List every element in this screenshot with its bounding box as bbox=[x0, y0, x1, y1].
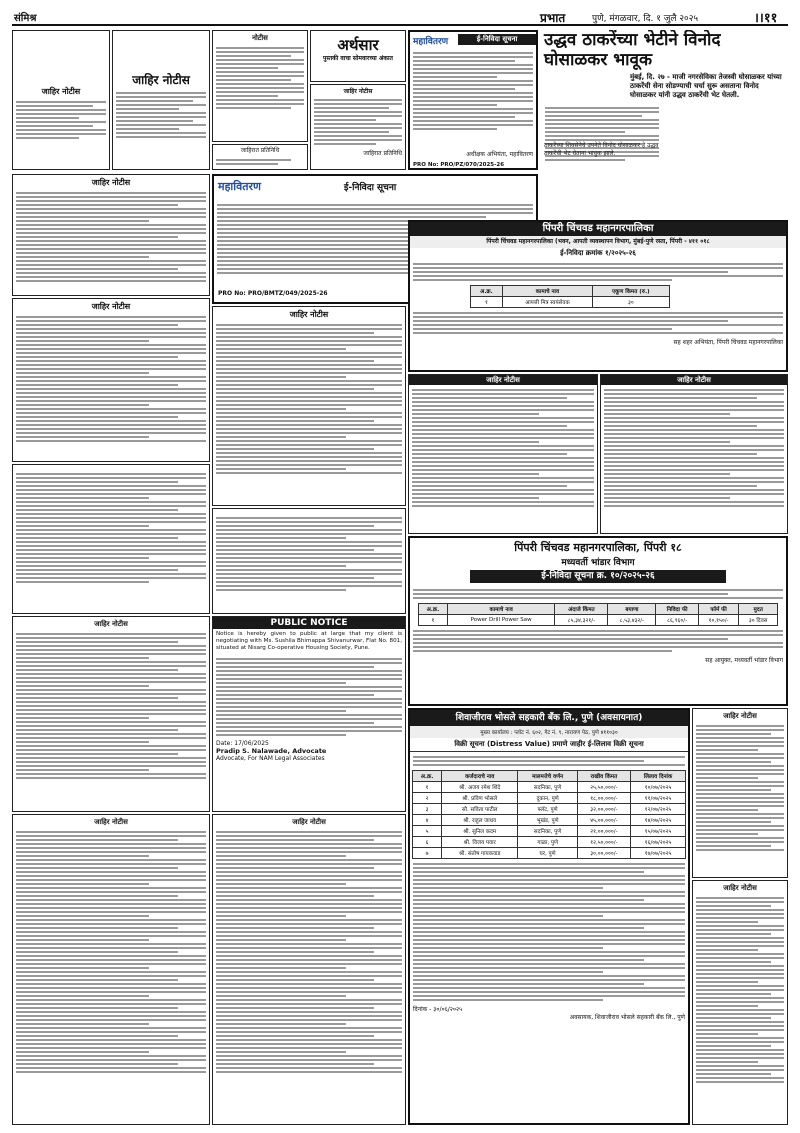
table-cell: १ bbox=[419, 615, 448, 626]
table-row bbox=[413, 815, 686, 826]
brand-name: प्रभात bbox=[540, 11, 566, 25]
pcmc-store-subtitle: मध्यवर्ती भांडार विभाग bbox=[561, 558, 635, 568]
table-header-cell: अंदाजे किंमत bbox=[555, 604, 608, 615]
pcmc-store-tender bbox=[408, 536, 788, 706]
table-cell: १२/०७/२०२५ bbox=[631, 804, 686, 815]
page-number: ।।११ bbox=[754, 11, 778, 26]
table-cell: श्री. प्रविण भोसले bbox=[442, 793, 518, 804]
table-header-cell: राखीव किंमत bbox=[577, 771, 630, 782]
table-cell: १६/०७/२०२५ bbox=[631, 837, 686, 848]
table-cell: ७ bbox=[413, 848, 442, 859]
notice-body bbox=[13, 469, 209, 587]
pcmc-tender-notice bbox=[408, 220, 788, 372]
pcmc-body bbox=[410, 259, 786, 285]
table-cell: ८५,३४,३२१/- bbox=[555, 615, 608, 626]
arthsar-title: अर्थसार bbox=[337, 36, 379, 54]
table-cell: ४५,००,०००/- bbox=[577, 815, 630, 826]
table-cell: Power Drill Power Saw bbox=[447, 615, 555, 626]
notice-middle bbox=[212, 306, 406, 506]
table-cell: १ bbox=[471, 297, 503, 308]
table-cell: ५ bbox=[413, 826, 442, 837]
table-row bbox=[413, 804, 686, 815]
table-header-cell: कामाचे नाव bbox=[447, 604, 555, 615]
table-cell: १२,५०,०००/- bbox=[577, 837, 630, 848]
notice-left-bottom bbox=[12, 814, 210, 1125]
table-cell: भूखंड, पुणे bbox=[518, 815, 577, 826]
newspaper-page bbox=[12, 8, 788, 1125]
table-cell: २१,००,०००/- bbox=[577, 826, 630, 837]
table-cell: १०/०७/२०२५ bbox=[631, 782, 686, 793]
etender-title: ई-निविदा सूचना bbox=[458, 34, 536, 45]
table-row bbox=[413, 793, 686, 804]
dateline: पुणे, मंगळवार, दि. १ जुलै २०२५ bbox=[592, 14, 699, 24]
bank-auction-notice bbox=[408, 708, 690, 1125]
masthead bbox=[12, 8, 788, 26]
news-article bbox=[542, 30, 788, 216]
classified-small bbox=[212, 144, 308, 170]
table-header-row bbox=[413, 771, 686, 782]
notice-title: जाहिर नोटीस bbox=[289, 309, 329, 319]
bank-address: मुख्य कार्यालय : प्लॉट नं. ६०२, गेट नं. ९, नारायण पेठ, पुणे ४११०३० bbox=[410, 726, 688, 738]
notice-center-large bbox=[408, 374, 598, 534]
table-cell: दुकान, पुणे bbox=[518, 793, 577, 804]
pcmc-signature: सह शहर अभियंता, पिंपरी चिंचवड महानगरपालिका bbox=[673, 339, 783, 346]
notice-right-upper bbox=[600, 374, 788, 534]
notice-body bbox=[13, 629, 209, 783]
notice-body bbox=[13, 97, 109, 143]
pcmc-body-2 bbox=[410, 308, 786, 338]
table-cell: श्री. संतोष गायकवाड bbox=[442, 848, 518, 859]
table-header-cell: अ.क्र. bbox=[419, 604, 448, 615]
news-lead: मुंबई, दि. २७ - माजी नगरसेविका तेजस्वी घोसाळकर यांच्या ठाकरेंची सेना सोडण्याची चर्चा सुरू असताना विनोद घोसाळकर यांनी उद्धव ठाकरेंची भेट घेतली. bbox=[630, 73, 782, 99]
table-cell: सदनिका, पुणे bbox=[518, 826, 577, 837]
table-cell: श्री. राहुल जाधव bbox=[442, 815, 518, 826]
bank-auction-table bbox=[412, 770, 686, 859]
table-cell: सदनिका, पुणे bbox=[518, 782, 577, 793]
public-notice-body: Notice is hereby given to public at large that my client is negotiating with Ms. Sushila Bhimappa Shivanurwar, Flat No. 801, situated at Nisarg Co-operative Housing Society, Pune. bbox=[216, 631, 402, 651]
notice-title: जाहिर नोटीस bbox=[723, 711, 757, 720]
notice-mid-left-a bbox=[12, 174, 210, 296]
pcmc-store-title: पिंपरी चिंचवड महानगरपालिका, पिंपरी १८ bbox=[514, 541, 682, 554]
bank-date: दिनांक - ३०/०६/२०२५ bbox=[413, 1006, 463, 1013]
notice-title: जाहिर नोटीस bbox=[91, 177, 131, 187]
news-body: ठाकरेंच्या शिवसेनेचे उपनेते विनोद घोसाळकर हे उद्धव ठाकरेंची भेट घेताना भावुक झाले. bbox=[544, 142, 659, 157]
pcmc-title: पिंपरी चिंचवड महानगरपालिका bbox=[410, 222, 786, 236]
table-cell: १५/०७/२०२५ bbox=[631, 826, 686, 837]
table-cell: ४ bbox=[413, 815, 442, 826]
notice-right-b bbox=[692, 708, 788, 878]
arthsar-subtitle: पुस्तकी वाचा सोमवारच्या अंकात bbox=[323, 55, 393, 62]
notice-body bbox=[213, 43, 307, 113]
table-cell: २५,५०,०००/- bbox=[577, 782, 630, 793]
notice-body bbox=[13, 188, 209, 286]
table-header-cell: बयाणा bbox=[608, 604, 656, 615]
public-notice bbox=[212, 616, 406, 812]
table-cell: ६ bbox=[413, 837, 442, 848]
pcmc-subtitle: पिंपरी चिंचवड महानगरपालिका (भवन, आपती व्यवस्थापन विभाग, मुंबई-पुणे रस्ता, पिंपरी - ४११ ०१८ bbox=[410, 236, 786, 248]
notice-body bbox=[213, 827, 405, 1077]
table-cell: आपत्ती मित्र स्वयंसेवक bbox=[502, 297, 592, 308]
notice-left-top-b bbox=[112, 30, 210, 170]
notice-title: जाहिर नोटीस bbox=[94, 817, 128, 826]
notice-left-lower bbox=[12, 464, 210, 614]
table-header-cell: कामाचे नाव bbox=[502, 286, 592, 297]
notice-title: जाहिर नोटीस bbox=[292, 817, 326, 826]
classified-mid bbox=[212, 508, 406, 614]
notice-body bbox=[693, 893, 787, 1087]
pcmc-store-notice-no: ई-निविदा सूचना क्र. १०/२०२५-२६ bbox=[470, 570, 726, 583]
table-cell: फ्लॅट, पुणे bbox=[518, 804, 577, 815]
bank-body bbox=[410, 752, 688, 770]
bank-body-2 bbox=[410, 859, 688, 1005]
table-cell: ११/०७/२०२५ bbox=[631, 793, 686, 804]
mahavitaran-logo: महावितरण bbox=[218, 180, 261, 193]
classified-text: जाहिरात प्रतिनिधि bbox=[240, 147, 280, 154]
notice-body bbox=[311, 95, 405, 149]
notice-title: जाहिर नोटीस bbox=[601, 375, 787, 385]
table-cell: १४/०७/२०२५ bbox=[631, 815, 686, 826]
classified-body bbox=[213, 513, 405, 595]
notice-body bbox=[13, 827, 209, 1077]
table-header-cell: मुदत bbox=[739, 604, 778, 615]
table-cell: ८,५३,४३२/- bbox=[608, 615, 656, 626]
table-header-cell: कर्जदाराचे नाव bbox=[442, 771, 518, 782]
notice-body bbox=[601, 385, 787, 511]
notice-right-c bbox=[692, 880, 788, 1125]
table-row bbox=[413, 837, 686, 848]
table-cell: ३२,००,०००/- bbox=[577, 804, 630, 815]
table-header-cell: फॉर्म फी bbox=[698, 604, 739, 615]
table-cell: १८,००,०००/- bbox=[577, 793, 630, 804]
notice-body bbox=[213, 320, 405, 478]
table-header-cell: लिलाव दिनांक bbox=[631, 771, 686, 782]
notice-middle-bottom bbox=[212, 814, 406, 1125]
table-cell: ३० दिवस bbox=[739, 615, 778, 626]
notice-title: नोटीस bbox=[252, 33, 268, 42]
table-cell: श्री. अजय रमेश शिंदे bbox=[442, 782, 518, 793]
table-header-cell: मालमत्तेचे वर्णन bbox=[518, 771, 577, 782]
table-cell: सौ. सविता पाटील bbox=[442, 804, 518, 815]
notice-signature: जाहिरात प्रतिनिधि bbox=[363, 150, 402, 157]
table-cell: १०,१५०/- bbox=[698, 615, 739, 626]
table-cell: गाळा, पुणे bbox=[518, 837, 577, 848]
table-header-row bbox=[471, 286, 670, 297]
notice-col2-top bbox=[212, 30, 308, 142]
notice-body bbox=[13, 312, 209, 446]
table-header-cell: अ.क्र. bbox=[471, 286, 503, 297]
table-body bbox=[413, 782, 686, 859]
notice-title: जाहिर नोटीस bbox=[343, 88, 373, 95]
notice-mid-left-b bbox=[12, 298, 210, 462]
table-cell: श्री. सुनिल कदम bbox=[442, 826, 518, 837]
pcmc-tender-table bbox=[470, 285, 670, 308]
pcmc-notice-no: ई-निविदा क्रमांक १/२०२५-२६ bbox=[560, 249, 636, 257]
table-cell: ३० bbox=[592, 297, 669, 308]
notice-title: जाहिर नोटीस bbox=[94, 619, 128, 628]
etender-ref: PRO No: PRO/PZ/070/2025-26 bbox=[413, 162, 505, 168]
table-cell: २ bbox=[413, 793, 442, 804]
public-notice-body-lines bbox=[213, 654, 405, 740]
table-header-cell: निविदा फी bbox=[656, 604, 698, 615]
table-cell: १७/०७/२०२५ bbox=[631, 848, 686, 859]
pcmc-store-signature: सह आयुक्त, मध्यवर्ती भांडार विभाग bbox=[705, 657, 783, 664]
bank-title: शिवाजीराव भोसले सहकारी बँक लि., पुणे (अवसायनात) bbox=[410, 710, 688, 726]
table-body bbox=[471, 297, 670, 308]
bank-subtitle: विक्री सूचना (Distress Value) प्रमाणे जाहीर ई-लिलाव विक्री सूचना bbox=[410, 738, 688, 752]
section-label: संमिश्र bbox=[14, 13, 37, 24]
table-cell: १ bbox=[413, 782, 442, 793]
notice-body bbox=[409, 385, 597, 511]
notice-left-row4 bbox=[12, 616, 210, 812]
table-header-cell: एकूण किमत (रु.) bbox=[592, 286, 669, 297]
etender-title: ई-निविदा सूचना bbox=[344, 183, 397, 193]
table-cell: ८६,९६०/- bbox=[656, 615, 698, 626]
etender-signature: अधीक्षक अभियंता, महावितरण bbox=[466, 151, 533, 158]
arthsar-box bbox=[310, 30, 406, 82]
table-header-row bbox=[419, 604, 778, 615]
advocate-firm: Advocate, For NAM Legal Associates bbox=[216, 755, 325, 762]
etender-body bbox=[410, 48, 536, 134]
table-row bbox=[471, 297, 670, 308]
notice-title: जाहिर नोटीस bbox=[41, 86, 81, 96]
mahavitaran-logo: महावितरण bbox=[413, 37, 449, 47]
notice-title: जाहिर नोटीस bbox=[723, 883, 757, 892]
notice-left-top-a bbox=[12, 30, 110, 170]
table-cell: ३०,००,०००/- bbox=[577, 848, 630, 859]
public-notice-title: PUBLIC NOTICE bbox=[213, 617, 405, 629]
table-body bbox=[419, 615, 778, 626]
notice-title: जाहिर नोटीस bbox=[409, 375, 597, 385]
public-notice-date: Date: 17/06/2025 bbox=[216, 740, 269, 747]
etender-ref: PRO No: PRO/BMTZ/049/2025-26 bbox=[218, 290, 328, 297]
table-cell: श्री. विजय पवार bbox=[442, 837, 518, 848]
pcmc-store-body bbox=[410, 585, 786, 603]
table-row bbox=[413, 826, 686, 837]
pcmc-store-body-2 bbox=[410, 626, 786, 656]
table-row bbox=[413, 848, 686, 859]
table-row bbox=[419, 615, 778, 626]
table-cell: ३ bbox=[413, 804, 442, 815]
notice-title: जाहिर नोटीस bbox=[91, 301, 131, 311]
mahavitaran-etender-notice bbox=[408, 30, 538, 170]
table-row bbox=[413, 782, 686, 793]
table-header-cell: अ.क्र. bbox=[413, 771, 442, 782]
notice-arthsar-below bbox=[310, 84, 406, 170]
pcmc-store-table bbox=[418, 603, 778, 626]
notice-body bbox=[113, 88, 209, 142]
notice-title: जाहिर नोटीस bbox=[132, 73, 190, 87]
advocate-name: Pradip S. Nalawade, Advocate bbox=[216, 747, 327, 755]
bank-signature: अवसायक, शिवाजीराव भोसले सहकारी बँक लि., पुणे bbox=[569, 1014, 685, 1021]
notice-body bbox=[693, 721, 787, 855]
news-headline: उद्धव ठाकरेंच्या भेटीने विनोद घोसाळकर भावूक bbox=[544, 30, 721, 70]
table-cell: घर, पुणे bbox=[518, 848, 577, 859]
